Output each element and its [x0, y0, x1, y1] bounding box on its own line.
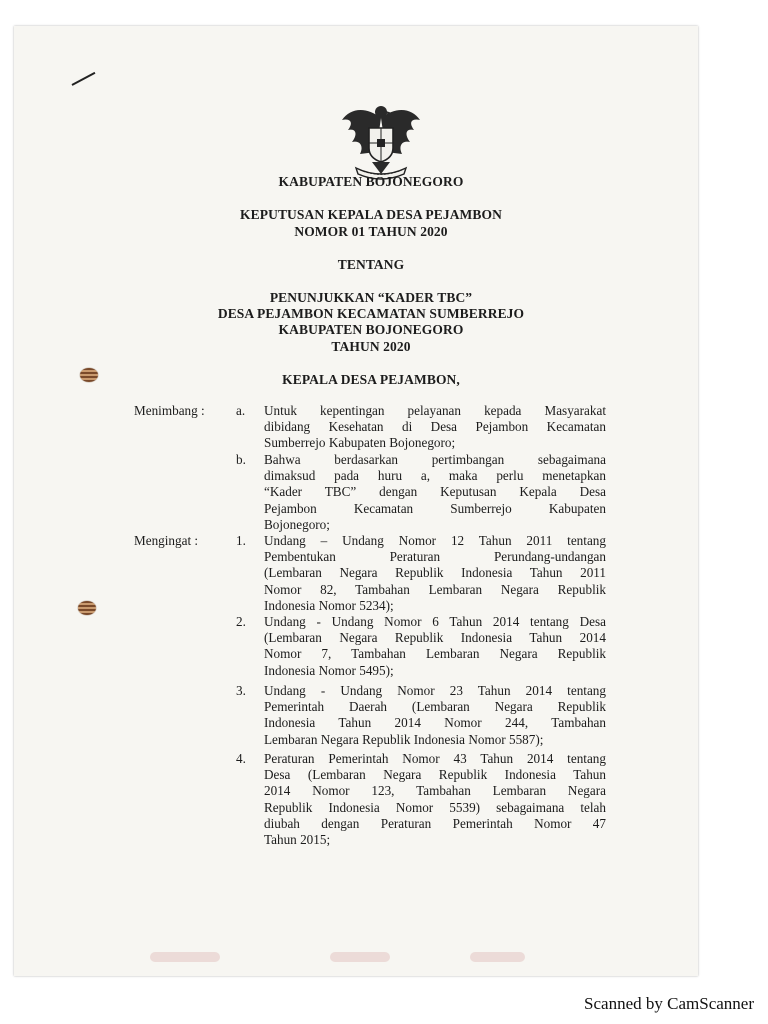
text-line: Bojonegoro;	[264, 516, 330, 532]
text-line: Pembentukan Peraturan Perundang-undangan	[264, 549, 606, 565]
menimbang-a-marker: a.	[236, 403, 246, 418]
text-line: dimaksud pada huru a, maka perlu menetapkan	[264, 468, 606, 484]
text-line: Undang – Undang Nomor 12 Tahun 2011 tentang	[264, 533, 606, 548]
text-line: Indonesia Nomor 5495);	[264, 662, 394, 678]
menimbang-a-text	[264, 403, 606, 452]
mengingat-4-text	[264, 751, 606, 848]
menimbang-b-text	[264, 452, 606, 533]
paper-smudge	[470, 952, 525, 962]
punch-hole-bottom	[78, 601, 96, 615]
issuer-heading: KEPALA DESA PEJAMBON,	[282, 372, 460, 387]
text-line: Tahun 2015;	[264, 832, 331, 848]
decree-title: KEPUTUSAN KEPALA DESA PEJAMBON	[240, 207, 502, 222]
text-line: Undang - Undang Nomor 6 Tahun 2014 tentang Desa	[264, 614, 606, 629]
text-line: “Kader TBC” dengan Keputusan Kepala Desa	[264, 484, 606, 500]
scan-margin-left	[0, 0, 14, 1024]
text-line: Bahwa berdasarkan pertimbangan sebagaimana	[264, 452, 606, 467]
paper-smudge	[150, 952, 220, 962]
mengingat-1-marker: 1.	[236, 533, 246, 548]
pen-stroke-mark	[72, 72, 96, 86]
mengingat-2-text	[264, 614, 606, 679]
text-line: Republik Indonesia Nomor 5539) sebagaimana telah	[264, 799, 606, 815]
about-heading: TENTANG	[337, 257, 405, 272]
mengingat-label: Mengingat :	[134, 533, 199, 548]
text-line: Lembaran Negara Republik Indonesia Nomor 5587);	[264, 731, 544, 747]
mengingat-2-marker: 2.	[236, 614, 246, 629]
text-line: Desa (Lembaran Negara Republik Indonesia Tahun	[264, 767, 606, 783]
text-line: Sumberrejo Kabupaten Bojonegoro;	[264, 435, 456, 451]
subject-line-2: DESA PEJAMBON KECAMATAN SUMBERREJO	[217, 306, 525, 321]
mengingat-4-marker: 4.	[236, 751, 246, 766]
text-line: Indonesia Nomor 5234);	[264, 597, 394, 613]
subject-line-4: TAHUN 2020	[331, 339, 411, 354]
text-line: Indonesia Tahun 2014 Nomor 244, Tambahan	[264, 715, 606, 731]
text-line: (Lembaran Negara Republik Indonesia Tahun 2014	[264, 630, 606, 646]
text-line: Undang - Undang Nomor 23 Tahun 2014 tentang	[264, 683, 606, 698]
scan-margin-right	[698, 0, 768, 1024]
text-line: Untuk kepentingan pelayanan kepada Masyarakat	[264, 403, 606, 418]
text-line: Peraturan Pemerintah Nomor 43 Tahun 2014 tentang	[264, 751, 606, 766]
scan-margin-top	[0, 0, 768, 26]
subject-line-1: PENUNJUKKAN “KADER TBC”	[269, 290, 473, 305]
regency-heading: KABUPATEN BOJONEGORO	[278, 174, 464, 189]
mengingat-3-marker: 3.	[236, 683, 246, 698]
text-line: (Lembaran Negara Republik Indonesia Tahun 2011	[264, 565, 606, 581]
text-line: Nomor 82, Tambahan Lembaran Negara Republik	[264, 581, 606, 597]
mengingat-1-text	[264, 533, 606, 614]
menimbang-b-marker: b.	[236, 452, 246, 467]
paper-smudge	[330, 952, 390, 962]
camscanner-watermark: Scanned by CamScanner	[584, 994, 754, 1013]
menimbang-label: Menimbang :	[134, 403, 205, 418]
text-line: diubah dengan Peraturan Pemerintah Nomor 47	[264, 815, 606, 831]
text-line: Nomor 7, Tambahan Lembaran Negara Republik	[264, 646, 606, 662]
text-line: Pemerintah Daerah (Lembaran Negara Republik	[264, 699, 606, 715]
text-line: 2014 Nomor 123, Tambahan Lembaran Negara	[264, 783, 606, 799]
text-line: Pejambon Kecamatan Sumberrejo Kabupaten	[264, 500, 606, 516]
decree-number: NOMOR 01 TAHUN 2020	[294, 224, 448, 239]
mengingat-3-text	[264, 683, 606, 748]
text-line: dibidang Kesehatan di Desa Pejambon Kecamatan	[264, 419, 606, 435]
subject-line-3: KABUPATEN BOJONEGORO	[278, 322, 464, 337]
